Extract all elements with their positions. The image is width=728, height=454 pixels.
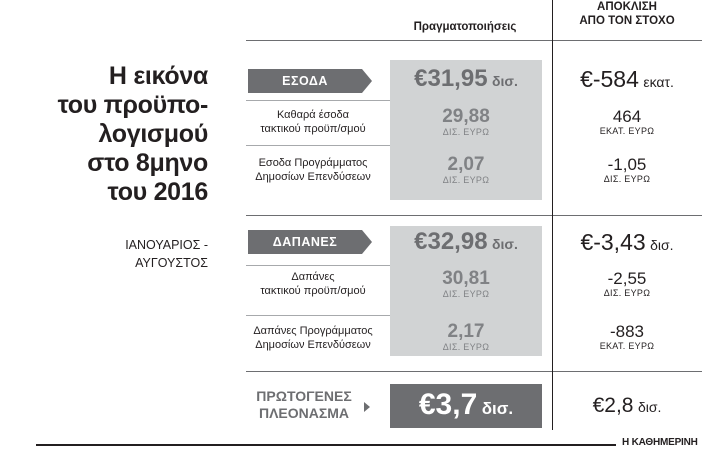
- surplus-deviation-value: [552, 394, 702, 418]
- expenses-deviation-value: [552, 229, 702, 256]
- expenses-row-1-deviation-number: -2,55: [607, 269, 647, 288]
- revenue-row-1-actual-number: 29,88: [442, 106, 490, 127]
- revenue-row-1-label-line-2: τακτικού προϋπ/σμού: [260, 123, 366, 135]
- period-subtitle: [8, 236, 208, 272]
- expenses-row-1-deviation: [552, 269, 702, 298]
- section-tag-revenue: ΕΣΟΔΑ: [248, 69, 362, 93]
- section-tag-revenue-arrow: [362, 69, 372, 93]
- column-header-actual: Πραγματοποιήσεις: [413, 21, 517, 33]
- deviation-column-divider: [552, 0, 553, 430]
- surplus-label-line-2: ΠΛΕΟΝΑΣΜΑ: [258, 405, 350, 421]
- surplus-deviation-number: €2,8: [592, 394, 634, 417]
- title-line-4: στο 8μηνο: [87, 149, 208, 177]
- revenue-actual-unit: δισ.: [492, 73, 518, 89]
- surplus-arrow: [364, 402, 370, 412]
- expenses-row-2-actual-unit: ΔΙΣ. ΕΥΡΩ: [442, 342, 490, 352]
- revenue-row-2-label-line-2: Δημοσίων Επενδύσεων: [255, 171, 371, 183]
- expenses-row-1-label-line-2: τακτικού προϋπ/σμού: [260, 285, 366, 297]
- subtitle-line-1: ΙΑΝΟΥΑΡΙΟΣ -: [125, 238, 208, 252]
- expenses-row-1-label-line-1: Δαπάνες: [291, 271, 335, 283]
- column-header-deviation: [552, 0, 702, 28]
- revenue-deviation-number: €-584: [580, 66, 639, 92]
- revenue-row-1-actual: [390, 107, 542, 137]
- revenue-row-1-label-line-1: Καθαρά έσοδα: [276, 109, 349, 121]
- revenue-row-2-deviation-unit: ΔΙΣ. ΕΥΡΩ: [603, 174, 651, 184]
- expenses-row-1-actual: [390, 269, 542, 299]
- expenses-row-2-actual-number: 2,17: [447, 321, 485, 342]
- expenses-row-1-actual-unit: ΔΙΣ. ΕΥΡΩ: [442, 289, 490, 299]
- deviation-header-line-2: ΑΠΟ ΤΟΝ ΣΤΟΧΟ: [579, 15, 675, 27]
- expenses-actual-value: [390, 228, 542, 256]
- surplus-label-line-1: ΠΡΩΤΟΓΕΝΕΣ: [256, 388, 352, 404]
- expenses-row-1-actual-number: 30,81: [442, 268, 490, 289]
- revenue-row-2-actual-number: 2,07: [447, 154, 485, 175]
- revenue-row-2-label: [248, 156, 378, 184]
- section-divider: [246, 215, 702, 216]
- surplus-label: [244, 388, 364, 422]
- revenue-row-2-deviation-number: -1,05: [607, 155, 647, 174]
- expenses-deviation-number: €-3,43: [580, 229, 646, 255]
- revenue-row-1-deviation: [552, 107, 702, 136]
- publisher-brand: Η ΚΑΘΗΜΕΡΙΝΗ: [622, 437, 698, 448]
- surplus-actual-value: [390, 388, 542, 422]
- expenses-deviation-unit: δισ.: [650, 237, 674, 253]
- revenue-deviation-value: [552, 66, 702, 93]
- revenue-deviation-unit: εκατ.: [643, 74, 674, 90]
- surplus-divider: [246, 371, 702, 372]
- section-tag-expenses: ΔΑΠΑΝΕΣ: [248, 230, 362, 254]
- subtitle-line-2: ΑΥΓΟΥΣΤΟΣ: [135, 256, 208, 270]
- expenses-row-2-label-line-2: Δημοσίων Επενδύσεων: [255, 339, 371, 351]
- surplus-actual-unit: δισ.: [481, 399, 514, 418]
- expenses-row-2-deviation-unit: ΕΚΑΤ. ΕΥΡΩ: [599, 341, 655, 351]
- revenue-row-1-deviation-number: 464: [612, 107, 642, 126]
- infographic-title: [8, 62, 208, 207]
- title-line-1: Η εικόνα: [108, 62, 208, 90]
- revenue-actual-number: €31,95: [414, 65, 488, 92]
- surplus-actual-number: €3,7: [418, 388, 478, 421]
- revenue-row-1-deviation-unit: ΕΚΑΤ. ΕΥΡΩ: [599, 126, 655, 136]
- revenue-row-2-label-line-1: Εσοδα Προγράμματος: [258, 157, 368, 169]
- title-line-5: του 2016: [107, 178, 208, 206]
- revenue-actual-value: [390, 65, 542, 93]
- expenses-row-2-actual: [390, 322, 542, 352]
- expenses-row-2-deviation-number: -883: [609, 322, 645, 341]
- revenue-row-2-actual-unit: ΔΙΣ. ΕΥΡΩ: [442, 175, 490, 185]
- deviation-header-line-1: ΑΠΟΚΛΙΣΗ: [597, 1, 657, 13]
- revenue-row-1-actual-unit: ΔΙΣ. ΕΥΡΩ: [442, 127, 490, 137]
- expenses-row-2-deviation: [552, 322, 702, 351]
- revenue-row-2-deviation: [552, 155, 702, 184]
- title-line-2: του προϋπο-: [57, 91, 208, 119]
- header-divider: [246, 40, 702, 41]
- surplus-deviation-unit: δισ.: [637, 399, 662, 415]
- expenses-actual-number: €32,98: [414, 228, 488, 255]
- expenses-actual-unit: δισ.: [492, 236, 518, 252]
- title-line-3: λογισμού: [98, 120, 208, 148]
- expenses-row-1-label: [248, 270, 378, 298]
- footer-rule: [36, 444, 616, 446]
- revenue-row-1-label: [248, 108, 378, 136]
- expenses-row-1-deviation-unit: ΔΙΣ. ΕΥΡΩ: [603, 288, 651, 298]
- expenses-row-2-label: [246, 324, 380, 352]
- revenue-row-2-actual: [390, 155, 542, 185]
- expenses-row-2-label-line-1: Δαπάνες Προγράμματος: [253, 325, 373, 337]
- section-tag-expenses-arrow: [362, 230, 372, 254]
